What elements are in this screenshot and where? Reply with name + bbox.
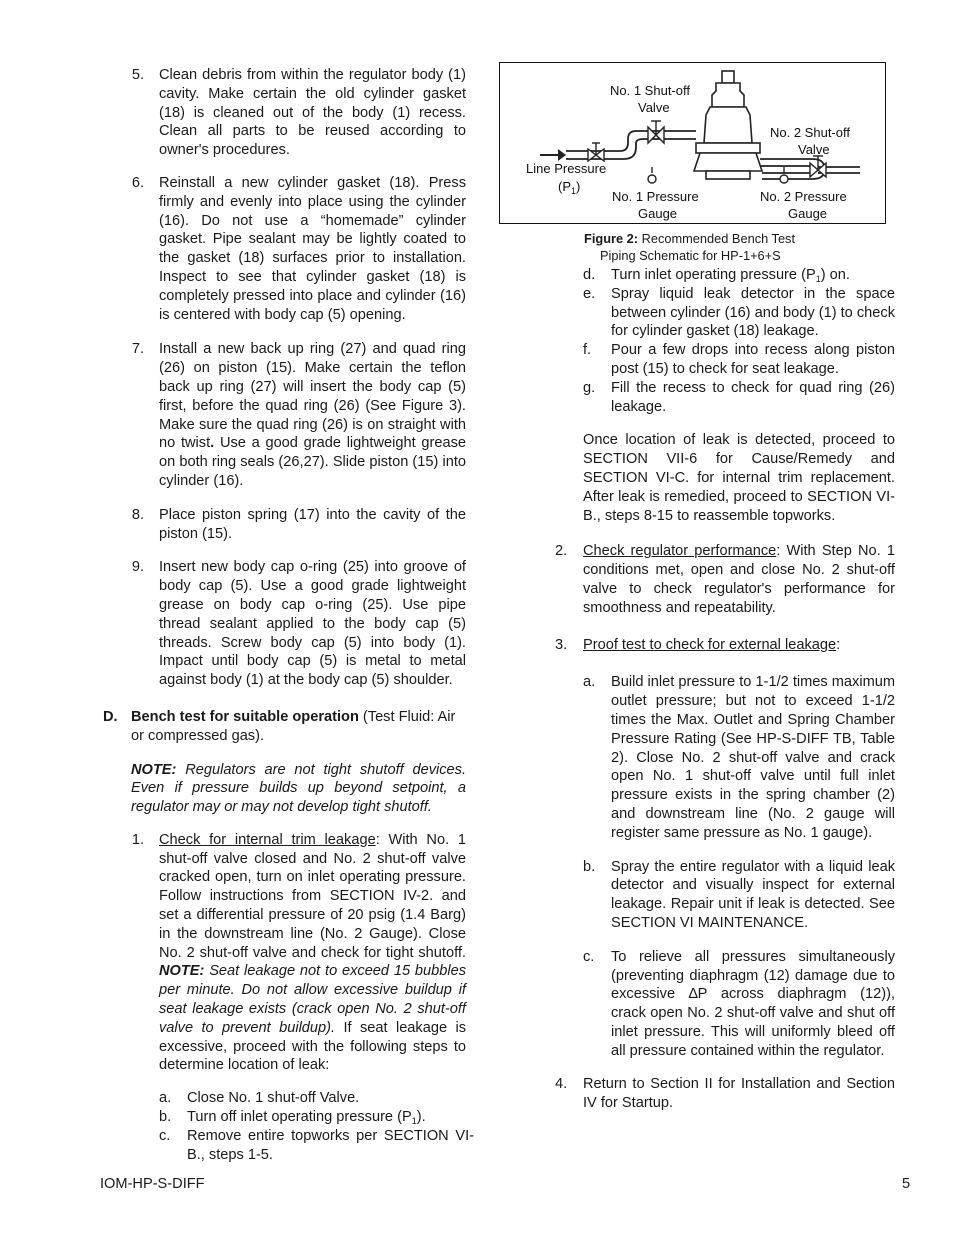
subscript: 1	[411, 1116, 417, 1127]
proof-substep-b	[583, 858, 895, 933]
substep-b	[159, 1108, 474, 1127]
piping-schematic	[500, 63, 884, 222]
label-gauge2-line1: No. 2 Pressure	[760, 189, 847, 204]
figure-caption	[584, 231, 894, 264]
label-valve1-line1: No. 1 Shut-off	[610, 83, 690, 98]
substep-letter: g.	[583, 379, 596, 396]
substep-text: Pour a few drops into recess along piston post (15) to check for seat leakage.	[611, 342, 895, 377]
substep-letter: b.	[583, 858, 596, 875]
subscript: 1	[815, 274, 821, 284]
caption-line-1	[584, 231, 894, 248]
section-letter: D.	[103, 708, 118, 725]
substep-e	[583, 285, 895, 341]
footer-doc-id: IOM-HP-S-DIFF	[100, 1176, 205, 1192]
substep-g	[583, 379, 895, 417]
step-7	[100, 340, 466, 490]
substep-c	[159, 1127, 474, 1165]
pressure-gauge-2	[780, 167, 788, 183]
substep-text: To relieve all pressures simultaneously (preventing diaphragm (12) damage due to excessive ∆P across diaphragm (12)), crack open No. 2 shut-off valve and shut off inlet pressure. This will uniformly bleed off all pressure contained within the regulator.	[611, 948, 895, 1059]
proof-substep-c	[583, 948, 895, 1061]
section-title-rest: (Test Fluid: Air or compressed gas).	[131, 708, 456, 744]
step-text: :	[836, 636, 841, 653]
left-column	[100, 66, 474, 1164]
note-text: Regulators are not tight shutoff devices. Even if pressure builds up beyond setpoint, a regulator may or may not develop tight shutoff.	[131, 761, 466, 816]
step-text: Use a good grade lightweight grease on both ring seals (26,27). Slide piston (15) into cylinder (16).	[159, 435, 466, 489]
footer-page-number: 5	[902, 1176, 911, 1192]
figure-2-schematic	[499, 62, 886, 224]
substep-letter: c.	[159, 1127, 171, 1144]
step-text: : With No. 1 shut-off valve closed and No. 2 shut-off valve cracked open, turn on inlet operating pressure. Follow instructions from SECTION IV-2. and set a differential pressure of 20 psig (1.4 Barg) in the downstream line (No. 2 Gauge). Close No. 2 shut-off valve and check for tight shutoff.	[159, 831, 466, 961]
step-6	[100, 174, 466, 324]
label-gauge1-line2: Gauge	[638, 206, 678, 221]
section-d	[100, 708, 466, 746]
step-2-performance	[555, 542, 895, 617]
substep-f	[583, 341, 895, 379]
substep-letter: a.	[159, 1090, 172, 1107]
step-text: Place piston spring (17) into the cavity of the piston (15).	[159, 506, 466, 542]
step-text: If seat leakage is excessive, proceed with the following steps to determine location of leak:	[159, 1019, 466, 1074]
step-number: 8.	[131, 506, 144, 523]
step-text: : With Step No. 1 conditions met, open and close No. 2 shut-off valve to check regulator's performance for smoothness and repeatability.	[583, 543, 896, 616]
step-number: 9.	[131, 559, 144, 576]
step-text: Clean debris from within the regulator body (1) cavity. Make certain the old cylinder gasket (18) is cleaned out of the body (1) recess. Clean all parts to be reused according to owner's procedures.	[159, 67, 466, 159]
step-5	[100, 66, 466, 160]
substep-text: ).	[416, 1109, 426, 1126]
section-d-note	[100, 761, 466, 817]
label-p1-open: (P	[558, 179, 571, 194]
step-heading: Check for internal trim leakage	[159, 831, 376, 848]
substep-list-right	[555, 266, 895, 525]
note-text: Seat leakage not to exceed 15 bubbles per minute. Do not allow excessive buildup if seat leakage exists (crack open No. 2 shut-off valve to prevent buildup).	[159, 963, 466, 1036]
proof-test-substeps	[555, 673, 895, 1060]
substep-letter: d.	[583, 267, 596, 283]
step-4-return	[555, 1075, 895, 1113]
substep-letter: b.	[159, 1109, 172, 1126]
pressure-gauge-1	[648, 167, 656, 183]
step-number: 5.	[131, 67, 144, 83]
substep-text: Turn off inlet operating pressure (P	[187, 1109, 412, 1126]
substep-text: Fill the recess to check for quad ring (26) leakage.	[611, 379, 895, 415]
step-heading: Check regulator performance	[583, 543, 777, 560]
label-line-pressure: Line Pressure	[526, 161, 607, 176]
label-valve1-line2: Valve	[638, 100, 670, 115]
caption-line-2: Piping Schematic for HP-1+6+S	[600, 247, 781, 263]
substep-letter: e.	[583, 285, 596, 302]
proof-substep-a	[583, 673, 895, 842]
step-text: Insert new body cap o-ring (25) into groove of body cap (5). Use a good grade lightweight grease on body cap o-ring (25). Use pipe thread sealant applied to the body cap (5) threads. Screw body cap (5) into body (1). Impact until body cap (5) is metal to metal against body (1) at the body cap (5) shoulder.	[159, 559, 466, 689]
substep-a	[159, 1089, 474, 1108]
substep-text: Spray the entire regulator with a liquid leak detector and visually inspect for external leakage. Repair unit if leak is detected. See SECTION VI MAINTENANCE.	[611, 858, 895, 931]
substep-text: Spray liquid leak detector in the space between cylinder (16) and body (1) to check for cylinder gasket (18) leakage.	[611, 285, 895, 340]
step-number: 6.	[131, 174, 144, 191]
step-3-proof-test	[555, 636, 895, 655]
label-p1	[558, 179, 580, 196]
regulator-body	[694, 71, 762, 179]
substep-letter: a.	[583, 674, 596, 691]
leak-location-paragraph: Once location of leak is detected, proceed to SECTION VII-6 for Cause/Remedy and SECTION VI-C. for internal trim replacement. After leak is remedied, proceed to SECTION VI-B., steps 8-15 to reassemble topworks.	[583, 432, 895, 524]
step-8	[100, 506, 466, 544]
caption-text: Recommended Bench Test	[638, 231, 796, 246]
substep-text: ) on.	[820, 267, 850, 283]
label-valve2-line1: No. 2 Shut-off	[770, 125, 850, 140]
step-number: 4.	[555, 1076, 568, 1093]
label-valve2-line2: Valve	[798, 142, 830, 157]
substep-text: Build inlet pressure to 1-1/2 times maximum outlet pressure; but not to exceed 1-1/2 times the Max. Outlet and Spring Chamber Pressure Rating (See HP-S-DIFF TB, Table 2). Close No. 2 shut-off valve and crack open No. 1 shut-off valve until full inlet pressure exists in the spring chamber (2) and downstream line (No. 2 gauge will register same pressure as No. 1 gauge).	[611, 674, 895, 841]
step-number: 1.	[131, 831, 144, 848]
substep-text: Close No. 1 shut-off Valve.	[187, 1090, 360, 1107]
step-text: Install a new back up ring (27) and quad ring (26) on piston (15). Make certain the teflon back up ring (27) will insert the body cap (5) first, before the quad ring (26) (See Figure 3). Make sure the quad ring (26) is on straight with no twist	[159, 341, 466, 452]
label-gauge1-line1: No. 1 Pressure	[612, 189, 699, 204]
step-number: 3.	[555, 636, 568, 653]
step-9	[100, 558, 466, 690]
step-text-bold: .	[210, 435, 220, 452]
label-p1-close: )	[576, 179, 581, 194]
step-heading: Proof test to check for external leakage	[583, 636, 837, 653]
label-gauge2-line2: Gauge	[788, 206, 828, 221]
substep-list-left	[100, 1089, 474, 1164]
substep-d	[583, 266, 895, 285]
substep-letter: c.	[583, 948, 595, 965]
figure-labels	[526, 83, 850, 221]
substep-text: Turn inlet operating pressure (P	[611, 267, 816, 283]
step-text: Reinstall a new cylinder gasket (18). Press firmly and evenly into place using the cylinder (16). Do not use a “homemade” cylinder gasket. Pipe sealant may be lightly coated to the gasket (18) surfaces prior to installation. Inspect to see that cylinder gasket (18) is completely pressed into place and cylinder (16) is centered with body cap (5) opening.	[159, 174, 466, 323]
step-1-internal-leakage	[100, 831, 466, 1075]
right-column	[555, 266, 895, 1113]
substep-letter: f.	[583, 342, 592, 359]
caption-label: Figure 2:	[584, 231, 639, 246]
step-text: Return to Section II for Installation and Section IV for Startup.	[583, 1076, 895, 1112]
section-title: Bench test for suitable operation	[131, 708, 359, 725]
step-number: 7.	[131, 341, 144, 358]
label-p1-sub: 1	[571, 186, 577, 196]
step-number: 2.	[555, 543, 568, 560]
substep-text: Remove entire topworks per SECTION VI-B., steps 1-5.	[187, 1127, 474, 1163]
note-label: NOTE:	[131, 761, 177, 778]
inlet-arrow	[540, 149, 566, 161]
note-label: NOTE:	[159, 963, 205, 980]
